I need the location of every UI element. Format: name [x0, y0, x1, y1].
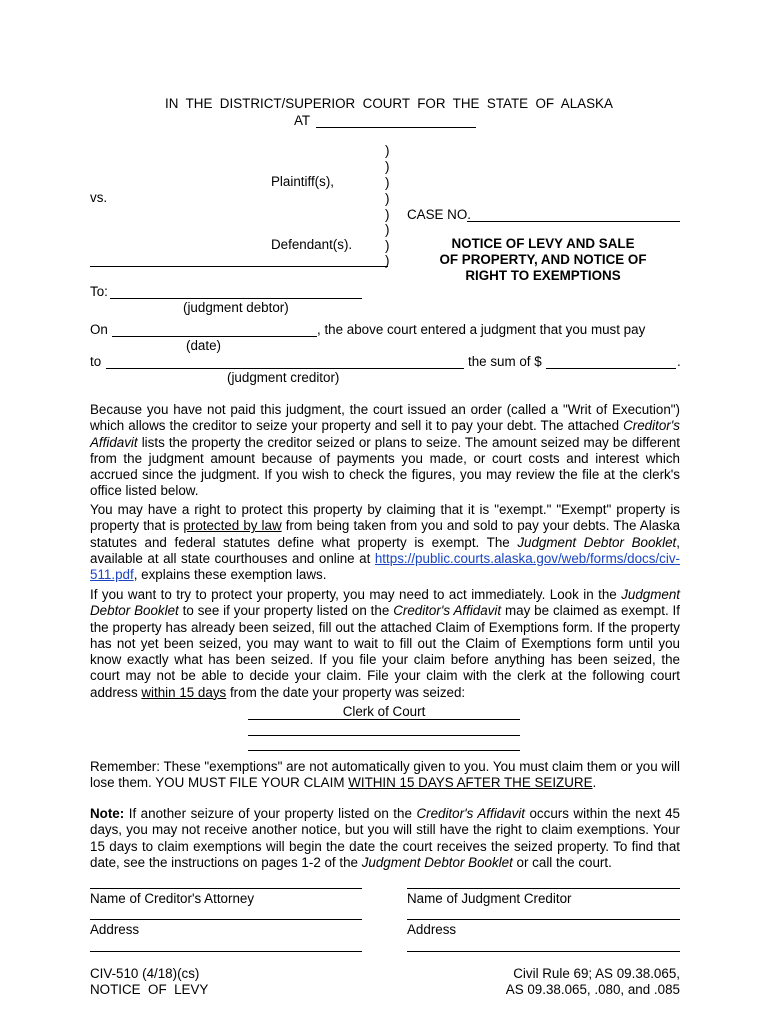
creditor-attorney-label: Name of Creditor's Attorney — [90, 891, 255, 906]
judgment-creditor-line[interactable] — [407, 888, 680, 889]
creditor-attorney-line[interactable] — [90, 888, 362, 889]
para2-text: from being taken from you and sold to pay your debts. The Alaska statutes and federal statutes define what property is exempt. The — [90, 518, 680, 550]
judgment-debtor-caption: (judgment debtor) — [183, 300, 289, 315]
caption-paren: ) — [385, 207, 390, 222]
form-title: NOTICE OF LEVY — [90, 982, 209, 997]
act-immediately-paragraph — [90, 587, 680, 701]
note-judgment-debtor-booklet: Judgment Debtor Booklet — [361, 854, 513, 870]
para2-text: You may have a right to protect this property by claiming that it is "exempt." "Exempt" property is property that is — [90, 502, 680, 534]
judgment-amount-field[interactable] — [546, 354, 676, 369]
clerk-of-court-label: Clerk of Court — [342, 704, 426, 719]
note-text: occurs within the next 45 days, you may not receive another notice, but you will still have the right to claim exemptions. Your 15 days to claim exemptions will begin the date the court receives the seized property. To find that date, see the instructions on pages 1-2 of the — [90, 806, 681, 870]
para2-text: , explains these exemption laws. — [133, 567, 327, 583]
para1-text: Because you have not paid this judgment, the court issued an order (called a "Writ of Execution") which allows the creditor to seize your property and sell it to pay your debt. The attached — [90, 402, 680, 434]
para3-creditors-affidavit: Creditor's Affidavit — [393, 603, 502, 619]
caption-paren: ) — [385, 191, 390, 206]
vs-label: vs. — [90, 190, 108, 205]
clerk-address-line-2[interactable] — [248, 735, 520, 736]
para2-judgment-debtor-booklet: Judgment Debtor Booklet — [517, 534, 677, 550]
writ-of-execution-paragraph — [90, 402, 680, 500]
defendants-label: Defendant(s). — [271, 237, 353, 252]
on-label: On — [90, 322, 108, 337]
caption-paren: ) — [385, 175, 390, 190]
document-title-line-3: RIGHT TO EXEMPTIONS — [465, 268, 621, 283]
note-label: Note: — [90, 806, 125, 821]
caption-paren: ) — [385, 143, 390, 158]
judgment-sentence: , the above court entered a judgment that you must pay — [317, 322, 646, 337]
attorney-address-line[interactable] — [90, 919, 362, 920]
caption-paren: ) — [385, 253, 390, 268]
caption-paren: ) — [385, 238, 390, 253]
note-text: If another seizure of your property listed on the — [124, 806, 417, 821]
remember-paragraph — [90, 759, 680, 792]
sum-label: the sum of $ — [468, 354, 542, 369]
judgment-creditor-field[interactable] — [106, 354, 464, 369]
rules-line-2: AS 09.38.065, .080, and .085 — [505, 982, 680, 997]
case-number-label: CASE NO. — [407, 207, 471, 222]
creditor-address-line-2[interactable] — [407, 951, 680, 952]
sum-period: . — [677, 354, 681, 369]
defendant-name-line[interactable] — [90, 266, 388, 267]
judgment-date-field[interactable] — [112, 322, 317, 337]
case-number-field[interactable] — [467, 207, 680, 222]
court-location-field[interactable] — [316, 113, 476, 128]
creditor-address-line[interactable] — [407, 919, 680, 920]
para3-text: to see if your property listed on the — [178, 603, 394, 619]
date-caption: (date) — [186, 338, 221, 353]
remember-deadline: WITHIN 15 DAYS AFTER THE SEIZURE — [348, 775, 593, 791]
court-heading: IN THE DISTRICT/SUPERIOR COURT FOR THE STATE OF ALASKA — [165, 96, 613, 111]
para1-text: lists the property the creditor seized or plans to seize. The amount seized may be different from the judgment amount because of payments you made, or court costs and interest which accrued since the judgment. If you wish to check the figures, you may review the file at the clerk's office listed below. — [90, 434, 680, 499]
caption-paren: ) — [385, 159, 390, 174]
attorney-address-line-2[interactable] — [90, 951, 362, 952]
court-location-label: AT — [294, 113, 311, 128]
attorney-address-label: Address — [90, 922, 140, 937]
form-id: CIV-510 (4/18)(cs) — [90, 966, 200, 981]
para3-text: from the date your property was seized: — [226, 684, 466, 700]
para2-text: , available at all state courthouses and online at — [90, 534, 680, 566]
exemption-rights-paragraph — [90, 502, 680, 583]
document-title-line-1: NOTICE OF LEVY AND SALE — [451, 236, 635, 251]
rules-line-1: Civil Rule 69; AS 09.38.065, — [513, 966, 680, 981]
note-creditors-affidavit: Creditor's Affidavit — [416, 806, 525, 821]
to-creditor-label: to — [90, 354, 102, 369]
note-paragraph — [90, 806, 680, 871]
clerk-address-line-1[interactable] — [248, 719, 520, 720]
remember-text: . — [592, 775, 597, 791]
judgment-debtor-field[interactable] — [110, 284, 362, 299]
judgment-creditor-label: Name of Judgment Creditor — [407, 891, 572, 906]
para1-creditors-affidavit: Creditor's Affidavit — [90, 418, 680, 450]
booklet-link[interactable]: https://public.courts.alaska.gov/web/forms/docs/civ-511.pdf — [90, 550, 680, 583]
creditor-address-label: Address — [407, 922, 457, 937]
to-label: To: — [90, 284, 108, 299]
para3-judgment-debtor-booklet: Judgment Debtor Booklet — [90, 587, 680, 619]
plaintiffs-label: Plaintiff(s), — [271, 174, 335, 189]
note-text: or call the court. — [512, 854, 612, 870]
para2-protected-by-law: protected by law — [183, 518, 282, 534]
document-title-line-2: OF PROPERTY, AND NOTICE OF — [439, 252, 647, 267]
para3-within-15-days: within 15 days — [141, 684, 227, 700]
clerk-address-line-3[interactable] — [248, 750, 520, 751]
para3-text: may be claimed as exempt. If the property has already been seized, fill out the attached Claim of Exemptions form. If the property has not yet been seized, you may want to wait to fill out the Claim of Exemptions form until you know exactly what has been seized. If you file your claim before anything has been seized, the court may not be able to decide your claim. File your claim with the clerk at the following court address — [90, 603, 680, 700]
remember-text: Remember: These "exemptions" are not automatically given to you. You must claim them or you will lose them. YOU MUST FILE YOUR CLAIM — [90, 759, 680, 791]
para3-text: If you want to try to protect your property, you may need to act immediately. Look in the — [90, 587, 622, 602]
caption-paren: ) — [385, 222, 390, 237]
judgment-creditor-caption: (judgment creditor) — [227, 370, 340, 385]
